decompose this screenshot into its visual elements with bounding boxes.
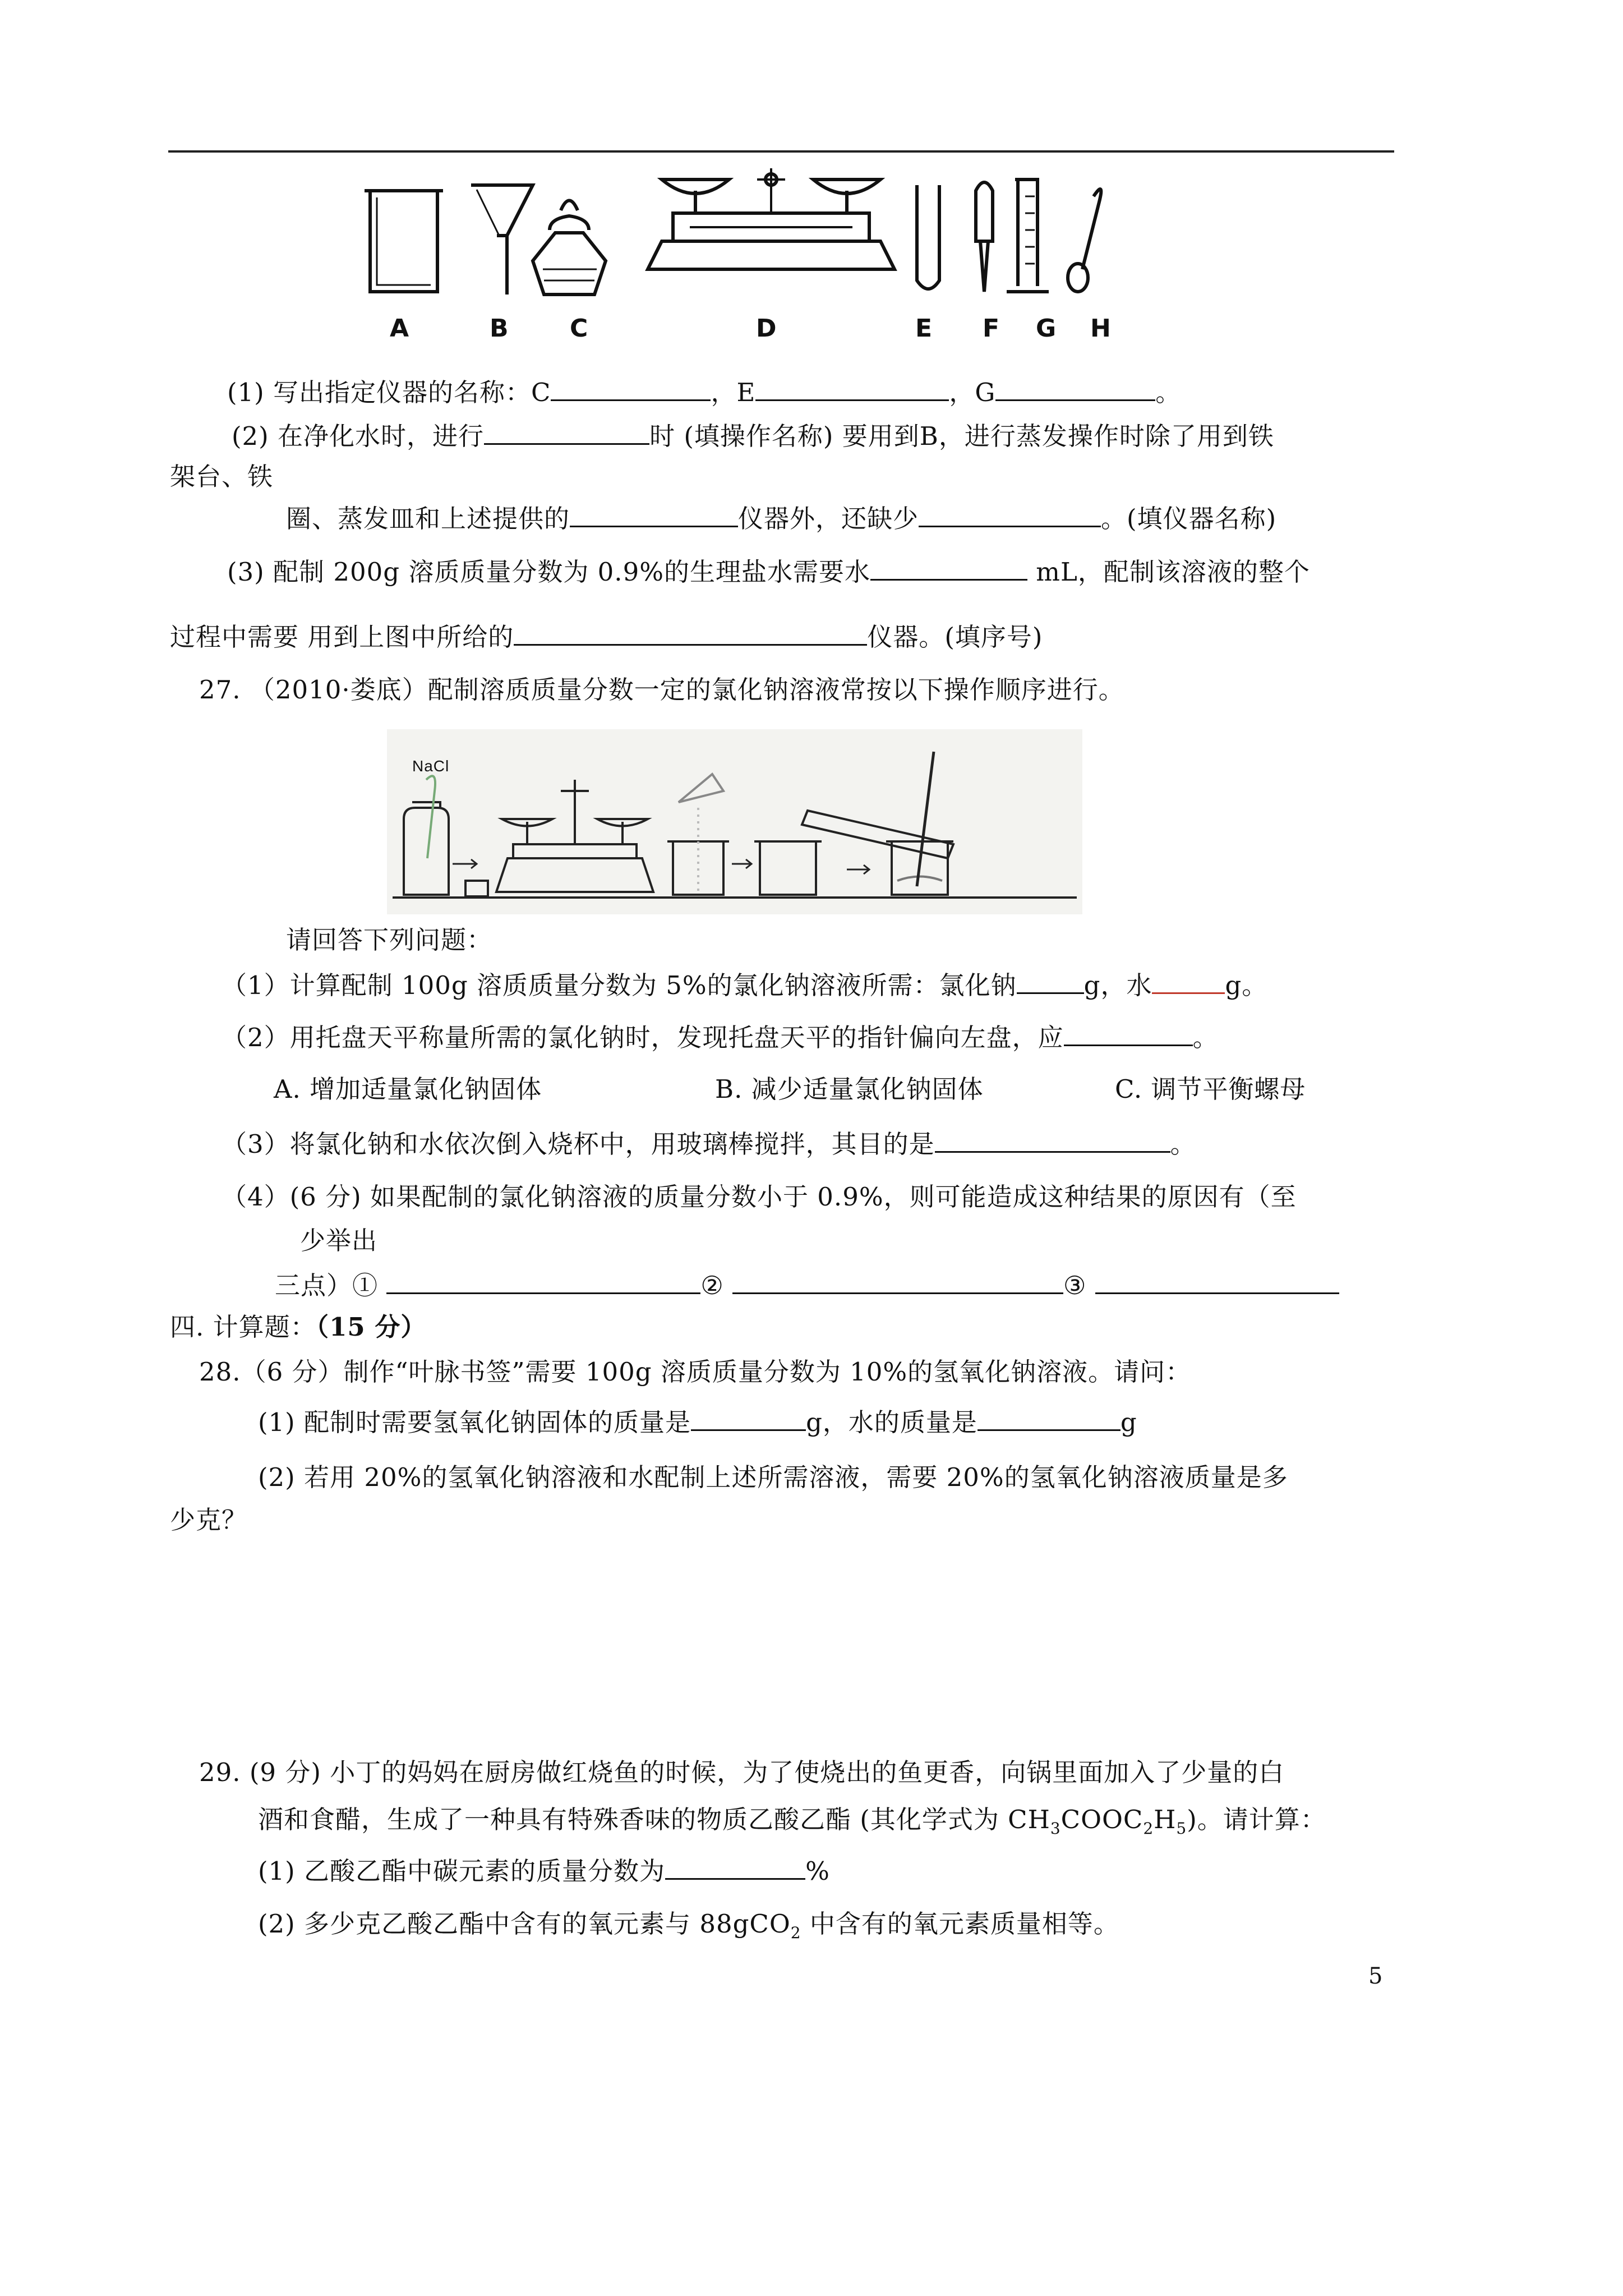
q27-part3: （3）将氯化钠和水依次倒入烧杯中，用玻璃棒搅拌，其目的是 。 [222,1126,1196,1161]
solution-prep-figure [387,729,1082,914]
q29-line2: 酒和食醋，生成了一种具有特殊香味的物质乙酸乙酯 (其化学式为 $CH_3COOC_2H_5$)。请计算： [258,1805,1326,1838]
q28-part2-line2: 少克？ [170,1505,248,1535]
apparatus-figure [348,157,1155,309]
q27-part4-line1: （4）(6 分) 如果配制的氯化钠溶液的质量分数小于 0.9%，则可能造成这种结果的原因有（至 [222,1182,1297,1212]
answer-blank-water-mass[interactable] [1152,968,1225,994]
label-d: D [756,314,777,343]
answer-blank-nacl[interactable] [1017,968,1084,994]
label-h: H [1090,314,1111,343]
answer-blank-reason1[interactable] [386,1268,700,1294]
q27-part4-line3: 三点）① ② ③ [275,1268,1339,1303]
q27-option-b[interactable]: B. 减少适量氯化钠固体 [715,1074,984,1104]
q27-option-c[interactable]: C. 调节平衡螺母 [1115,1074,1306,1104]
q26-part1: (1) 写出指定仪器的名称：C ，E ，G 。 [227,375,1181,409]
page-number: 5 [1368,1963,1383,1989]
answer-blank-balance[interactable] [1064,1020,1193,1046]
q28-title: 28.（6 分）制作“叶脉书签”需要 100g 溶质质量分数为 10%的氢氧化钠溶液。请问： [199,1357,1192,1387]
nacl-label: NaCl [412,757,450,775]
q27-prompt: 请回答下列问题： [286,925,493,955]
answer-blank-g[interactable] [995,375,1155,401]
q26-part2-line3: 圈、蒸发皿和上述提供的 仪器外，还缺少 。(填仪器名称) [286,501,1276,536]
answer-blank-e[interactable] [755,375,949,401]
answer-blank-operation[interactable] [484,418,649,445]
section-4-heading: 四. 计算题：（15 分） [170,1312,427,1342]
q26-part3-line2: 过程中需要 用到上图中所给的 仪器。(填序号) [170,619,1043,654]
q28-part2-line1: (2) 若用 20%的氢氧化钠溶液和水配制上述所需溶液，需要 20%的氢氧化钠溶液质量是多 [258,1462,1288,1492]
q27-title: 27. （2010·娄底）配制溶质质量分数一定的氯化钠溶液常按以下操作顺序进行。 [199,675,1124,705]
answer-blank-c[interactable] [551,375,711,401]
q26-part2-line1: (2) 在净化水时，进行 时 (填操作名称) 要用到B，进行蒸发操作时除了用到铁 [232,418,1274,453]
answer-blank-seq[interactable] [514,619,867,646]
answer-blank-water-28[interactable] [978,1405,1121,1431]
q28-part1: (1) 配制时需要氢氧化钠固体的质量是 g，水的质量是 g [258,1405,1137,1439]
q27-part1: （1）计算配制 100g 溶质质量分数为 5%的氯化钠溶液所需：氯化钠 g，水 g。 [222,968,1267,1002]
answer-blank-reason2[interactable] [732,1268,1063,1294]
answer-blank-water[interactable] [870,554,1027,581]
q27-part4-line2: 少举出 [300,1226,378,1255]
label-g: G [1036,314,1057,343]
top-rule [168,150,1394,153]
label-a: A [390,314,409,343]
answer-blank-reason3[interactable] [1095,1268,1339,1294]
q26-part2-line2: 架台、铁 [170,462,274,491]
label-b: B [490,314,509,343]
answer-blank-instrument[interactable] [570,501,738,527]
label-c: C [570,314,588,343]
answer-blank-missing[interactable] [919,501,1101,527]
label-f: F [983,314,1000,343]
q29-part2: (2) 多少克乙酸乙酯中含有的氧元素与 88gCO$_2$ 中含有的氧元素质量相等。 [258,1909,1119,1942]
q29-line1: 29. (9 分) 小丁的妈妈在厨房做红烧鱼的时候，为了使烧出的鱼更香，向锅里面加入了少量的白 [199,1757,1285,1787]
q29-part1: (1) 乙酸乙酯中碳元素的质量分数为 % [258,1853,830,1888]
q27-option-a[interactable]: A. 增加适量氯化钠固体 [274,1074,542,1104]
answer-blank-naoh[interactable] [691,1405,806,1431]
answer-blank-carbon[interactable] [665,1853,805,1880]
q26-part3-line1: (3) 配制 200g 溶质质量分数为 0.9%的生理盐水需要水 mL，配制该溶液的整个 [227,554,1310,589]
label-e: E [915,314,933,343]
q27-part2: （2）用托盘天平称量所需的氯化钠时，发现托盘天平的指针偏向左盘，应 。 [222,1020,1219,1055]
answer-blank-purpose[interactable] [935,1126,1170,1153]
